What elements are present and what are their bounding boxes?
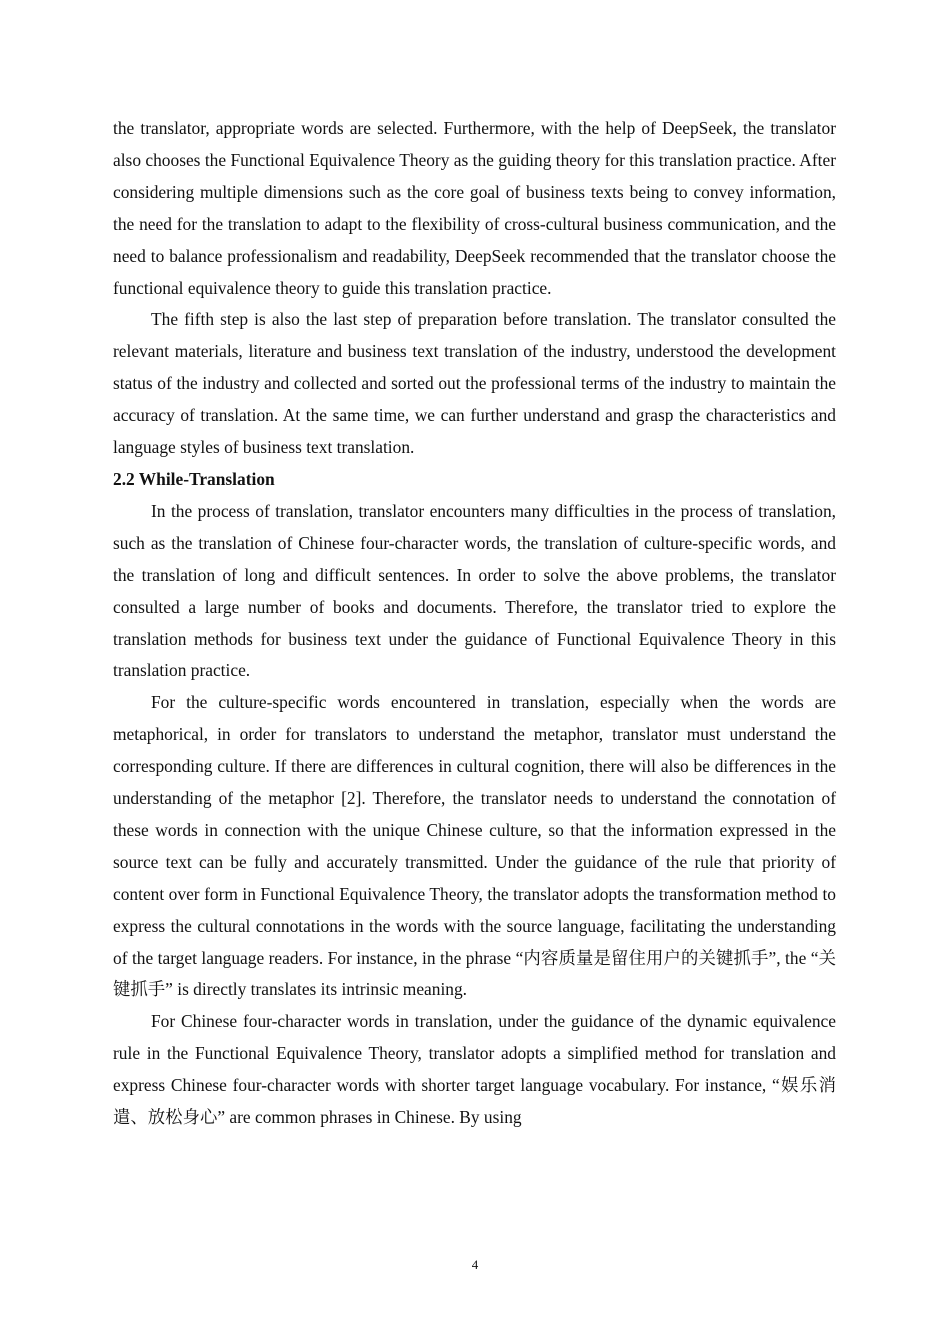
paragraph-4: For the culture-specific words encountered in translation, especially when the words are metaphorical, in order for translators to understand the metaphor, translator must understand the corresponding culture. If there are differences in cultural cognition, there will also be differences in the understanding of the metaphor [2]. Therefore, the translator needs to understand the connotation of these words in connection with the unique Chinese culture, so that the information expressed in the source text can be fully and accurately transmitted. Under the guidance of the rule that priority of content over form in Functional Equivalence Theory, the translator adopts the transformation method to express the cultural connotations in the words with the source language, facilitating the understanding of the target language readers. For instance, in the phrase “内容质量是留住用户的关键抓手”, the “关键抓手” is directly translates its intrinsic meaning. (113, 692, 836, 1000)
page-number: 4 (471, 1257, 479, 1272)
paragraph-5: For Chinese four-character words in translation, under the guidance of the dynamic equivalence rule in the Functional Equivalence Theory, translator adopts a simplified method for translation and express Chinese four-character words with shorter target language vocabulary. For instance, “娱乐消遣、放松身心” are common phrases in Chinese. By using (113, 1011, 836, 1128)
paragraph-2: The fifth step is also the last step of preparation before translation. The translator consulted the relevant materials, literature and business text translation of the industry, understood the development status of the industry and collected and sorted out the professional terms of the industry to maintain the accuracy of translation. At the same time, we can further understand and grasp the characteristics and language styles of business text translation. (113, 309, 836, 458)
paragraph-3: In the process of translation, translator encounters many difficulties in the process of translation, such as the translation of Chinese four-character words, the translation of culture-specific words, and the translation of long and difficult sentences. In order to solve the above problems, the translator consulted a large number of books and documents. Therefore, the translator tried to explore the translation methods for business text under the guidance of Functional Equivalence Theory in this translation practice. (113, 500, 836, 681)
section-heading: 2.2 While-Translation (113, 468, 275, 489)
paragraph-1: the translator, appropriate words are selected. Furthermore, with the help of DeepSeek, the translator also chooses the Functional Equivalence Theory as the guiding theory for this translation practice. After considering multiple dimensions such as the core goal of business texts being to convey information, the need for the translation to adapt to the flexibility of cross-cultural business communication, and the need to balance professionalism and readability, DeepSeek recommended that the translator choose the functional equivalence theory to guide this translation practice. (113, 118, 836, 298)
document-page (113, 113, 836, 1134)
